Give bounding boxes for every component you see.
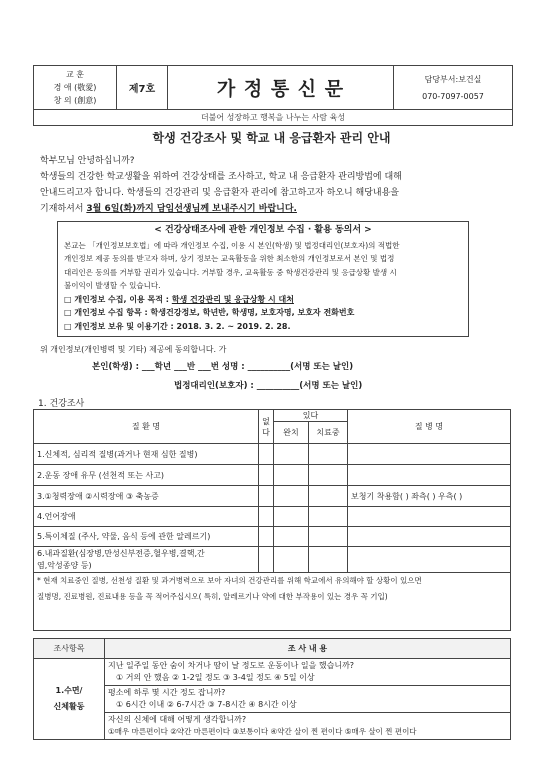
survey-q2[interactable]	[105, 686, 511, 713]
row-2-label: 2.운동 장애 유무 (선천적 또는 사고)	[34, 465, 259, 486]
col-none: 없다	[259, 410, 274, 444]
greeting: 학부모님 안녕하십니까?	[40, 156, 135, 166]
row-6-label	[34, 547, 259, 573]
survey-q2-options[interactable]: ① 6시간 이내 ② 6-7시간 ③ 7-8시간 ④ 8시간 이상	[116, 700, 297, 709]
consent-body-2: 개인정보 제공 동의를 받고자 하며, 상기 정보는 교육활동을 위한 최소한의 개인정보로서 본인 및 법정	[64, 254, 395, 263]
row-3-none[interactable]	[259, 486, 274, 507]
col-survey-item: 조사항목	[34, 639, 105, 659]
intro-line-2: 안내드리고자 합니다. 학생들의 건강관리 및 응급환자 관리에 참고하고자 하오니 해당내용을	[40, 188, 399, 198]
note-cell[interactable]	[34, 573, 511, 631]
row-4-cured[interactable]	[274, 507, 309, 527]
col-survey-content: 조 사 내 용	[105, 639, 511, 659]
agree-text: 위 개인정보(개인병력 및 기타) 제공에 동의합니다. 가	[40, 345, 227, 354]
consent-item-2: □ 개인정보 수집 항목 : 학생건강정보, 학년반, 학생명, 보호자명, 보호자 전화번호	[64, 308, 355, 317]
phone-number: 070-7097-0057	[422, 91, 484, 101]
row-2-none[interactable]	[259, 465, 274, 486]
health-table	[33, 409, 511, 631]
newsletter-title: 가 정 통 신 문	[168, 66, 394, 110]
note-line-1: * 현재 치료중인 질병, 선천성 질환 및 과거병력으로 보아 자녀의 건강관리를 위해 학교에서 유의해야 할 상황이 있으면	[37, 576, 422, 585]
section1-title: 1. 건강조사	[38, 399, 85, 409]
row-3-label: 3.①청력장애 ②시력장애 ③ 축농증	[34, 486, 259, 507]
col-cured: 완치	[274, 422, 309, 444]
survey-category	[34, 659, 105, 740]
row-5-cured[interactable]	[274, 527, 309, 547]
col-disease: 질 환 명	[34, 410, 259, 444]
row-5-label: 5.특이체질 (주사, 약물, 음식 등에 관한 알레르기)	[34, 527, 259, 547]
survey-q1-options[interactable]: ① 거의 안 했음 ② 1-2일 정도 ③ 3-4일 정도 ④ 5일 이상	[116, 673, 315, 682]
row-1-treating[interactable]	[309, 444, 348, 465]
row-2-treating[interactable]	[309, 465, 348, 486]
slogan: 더불어 성장하고 행복을 나누는 사람 육성	[34, 110, 513, 126]
motto-line1: 경 애 (敬愛)	[53, 83, 97, 92]
row-1-name[interactable]	[348, 444, 511, 465]
row-3-treating[interactable]	[309, 486, 348, 507]
survey-q1[interactable]	[105, 659, 511, 686]
survey-q2-text: 평소에 하루 몇 시간 정도 잡니까?	[108, 688, 226, 697]
row-5-none[interactable]	[259, 527, 274, 547]
guardian-signature-line[interactable]: 법정대리인(보호자) : __________(서명 또는 날인)	[174, 381, 363, 391]
col-have: 있다	[274, 410, 348, 422]
intro-line-3	[40, 201, 402, 217]
row-5-name[interactable]	[348, 527, 511, 547]
row-6-label-line2: 염,악성종양 등)	[37, 560, 92, 570]
col-treating: 치료중	[309, 422, 348, 444]
row-1-cured[interactable]	[274, 444, 309, 465]
col-disease-name: 질 병 명	[348, 410, 511, 444]
row-1-none[interactable]	[259, 444, 274, 465]
row-4-label: 4.언어장애	[34, 507, 259, 527]
row-4-treating[interactable]	[309, 507, 348, 527]
row-6-cured[interactable]	[274, 547, 309, 573]
row-4-none[interactable]	[259, 507, 274, 527]
survey-category-line1: 1.수면/	[55, 686, 83, 695]
row-3-name[interactable]: 보청기 착용함( ) 좌측( ) 우측( )	[348, 486, 511, 507]
intro-line-3-text: 기재하셔서	[40, 204, 84, 214]
intro-block	[40, 153, 402, 217]
survey-table	[33, 638, 511, 740]
dept-label: 담당부서:보건실	[424, 74, 482, 84]
consent-box	[57, 221, 469, 337]
row-1-label: 1.신체적, 심리적 질병(과거나 현재 심한 질병)	[34, 444, 259, 465]
motto-line2: 창 의 (創意)	[53, 96, 97, 105]
row-6-treating[interactable]	[309, 547, 348, 573]
consent-body-4: 불이익이 발생할 수 있습니다.	[64, 281, 161, 290]
contact-cell	[394, 66, 513, 110]
survey-q1-text: 지난 일주일 동안 숨이 차거나 땀이 날 정도로 운동이나 일을 했습니까?	[108, 661, 355, 670]
doc-title: 학생 건강조사 및 학교 내 응급환자 관리 안내	[152, 131, 391, 145]
row-4-name[interactable]	[348, 507, 511, 527]
row-6-label-line1: 6.내과질환(심장병,만성신부전증,혈우병,결핵,간	[37, 548, 205, 558]
intro-line-1: 학생들의 건강한 학교생활을 위하여 건강상태를 조사하고, 학교 내 응급환자 관리방법에 대해	[40, 172, 402, 182]
consent-title: < 건강상태조사에 관한 개인정보 수집 · 활용 동의서 >	[154, 225, 372, 235]
consent-body-3: 대리인은 동의를 거부할 권리가 있습니다. 거부할 경우, 교육활동 중 학생건강관리 및 응급상황 발생 시	[64, 267, 397, 277]
row-6-name[interactable]	[348, 547, 511, 573]
motto-label: 교 훈	[66, 70, 84, 79]
row-6-none[interactable]	[259, 547, 274, 573]
consent-item-3: □ 개인정보 보유 및 이용기간 : 2018. 3. 2. ~ 2019. 2. 28.	[64, 321, 291, 331]
student-signature-line[interactable]: 본인(학생) : ___학년 ___반 ___번 성명 : __________(서명 또는 날인)	[92, 362, 354, 372]
row-3-cured[interactable]	[274, 486, 309, 507]
row-2-name[interactable]	[348, 465, 511, 486]
survey-q3[interactable]	[105, 713, 511, 740]
survey-q3-options[interactable]: ①매우 마른편이다 ②약간 마른편이다 ③보통이다 ④약간 살이 찐 편이다 ⑤매우 살이 찐 편이다	[108, 727, 417, 736]
consent-item-1: □ 개인정보 수집, 이용 목적 : 학생 건강관리 및 응급상황 시 대처	[64, 294, 294, 304]
row-5-treating[interactable]	[309, 527, 348, 547]
survey-q3-text: 자신의 신체에 대해 어떻게 생각합니까?	[108, 715, 247, 724]
survey-category-line2: 신체활동	[53, 702, 85, 711]
motto-cell	[34, 66, 117, 110]
due-date: 3월 6일(화)까지 담임선생님께 보내주시기 바랍니다.	[86, 204, 297, 214]
row-2-cured[interactable]	[274, 465, 309, 486]
header-table	[33, 65, 513, 126]
consent-body-1: 본교는 「개인정보보호법」에 따라 개인정보 수집, 이용 시 본인(학생) 및 법정대리인(보호자)의 적법한	[64, 240, 400, 250]
note-line-2: 질병명, 진료병원, 진료내용 등을 꼭 적어주십시오( 특히, 알레르기나 약에 대한 부작용이 있는 경우 꼭 기입)	[37, 592, 388, 601]
issue-number: 제7호	[117, 66, 168, 110]
